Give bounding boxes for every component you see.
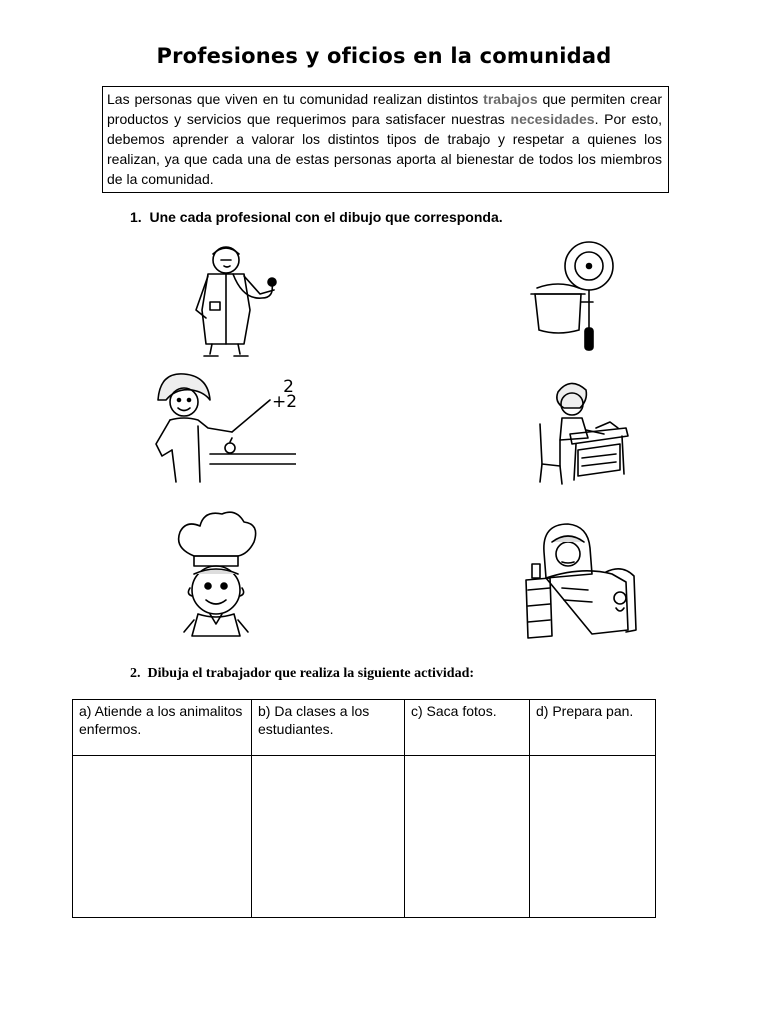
intro-text-1: Las personas que viven en tu comunidad realizan distintos [107, 91, 484, 107]
question-1-number: 1. [130, 209, 142, 225]
question-2-text: Dibuja el trabajador que realiza la siguiente actividad: [147, 666, 475, 681]
drawing-cell-b[interactable] [252, 756, 405, 918]
cooking-pot-illustration [527, 238, 617, 354]
intro-text-2: que permiten crear productos y servicios que requerimos para satisfacer nuestras [107, 91, 662, 127]
intro-box [102, 86, 669, 193]
chef-illustration [160, 508, 280, 640]
table-header-row [73, 700, 656, 756]
drawing-table [72, 699, 656, 918]
header-cell-c: c) Saca fotos. [405, 700, 530, 756]
header-cell-d: d) Prepara pan. [530, 700, 656, 756]
drawing-row [73, 756, 656, 918]
drawing-cell-d[interactable] [530, 756, 656, 918]
page-title: Profesiones y oficios en la comunidad [156, 44, 612, 68]
student-desk-illustration [530, 378, 630, 496]
question-1 [130, 209, 503, 225]
highlight-necesidades: necesidades [510, 111, 595, 127]
drawing-cell-c[interactable] [405, 756, 530, 918]
highlight-trabajos: trabajos [483, 91, 538, 107]
sick-child-bed-illustration [522, 518, 642, 640]
question-1-text: Une cada profesional con el dibujo que corresponda. [149, 209, 503, 225]
question-2-number: 2. [130, 666, 141, 681]
intro-text-3: . Por esto, debemos aprender a valorar los distintos tipos de trabajo y respetar a quienes los realizan, ya que cada una de estas personas aporta al bienestar de todos los miembros de la comunidad. [107, 111, 662, 187]
drawing-cell-a[interactable] [73, 756, 252, 918]
board-math-text: 2 +2 [272, 377, 298, 412]
doctor-illustration [188, 240, 288, 358]
header-cell-a: a) Atiende a los animalitos enfermos. [73, 700, 252, 756]
header-cell-b: b) Da clases a los estudiantes. [252, 700, 405, 756]
question-2 [130, 666, 474, 682]
